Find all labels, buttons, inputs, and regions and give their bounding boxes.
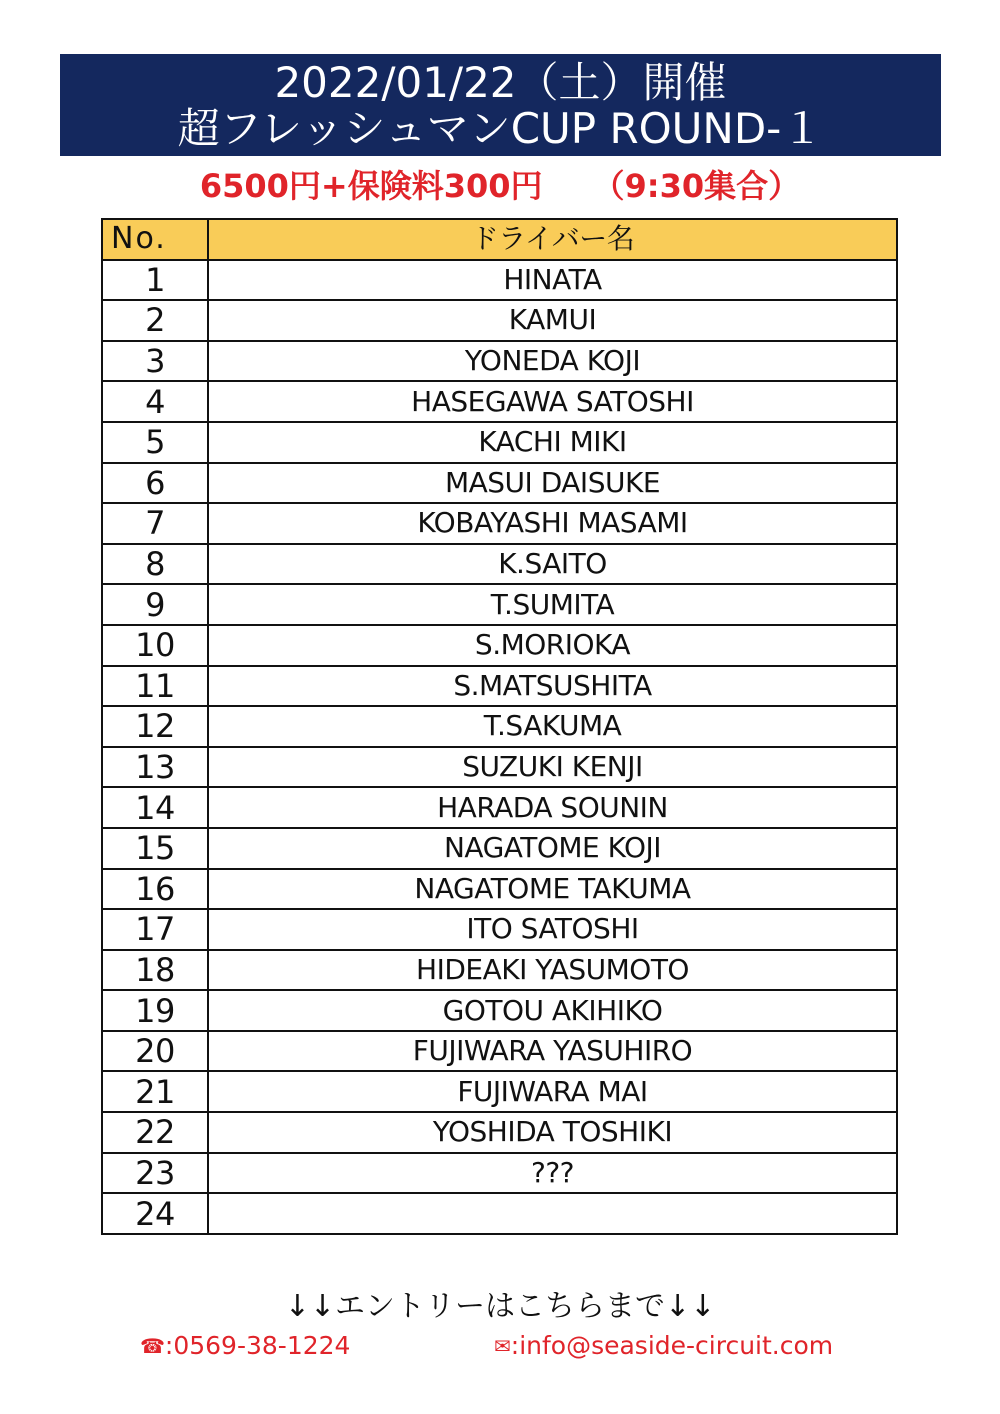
driver-name: YOSHIDA TOSHIKI <box>208 1112 897 1153</box>
email-address[interactable]: :info@seaside-circuit.com <box>510 1331 834 1360</box>
row-number: 5 <box>102 422 208 463</box>
table-row <box>102 422 897 463</box>
phone-number[interactable]: :0569-38-1224 <box>164 1331 351 1360</box>
email-contact[interactable] <box>494 1330 833 1362</box>
table-row <box>102 1193 897 1234</box>
table-row <box>102 584 897 625</box>
row-number: 6 <box>102 463 208 504</box>
driver-name: KOBAYASHI MASAMI <box>208 503 897 544</box>
table-row <box>102 1112 897 1153</box>
driver-name: T.SUMITA <box>208 584 897 625</box>
entry-note: ↓↓エントリーはこちらまで↓↓ <box>284 1289 716 1324</box>
row-number: 13 <box>102 747 208 788</box>
mail-icon: ✉ <box>494 1334 511 1358</box>
row-number: 11 <box>102 666 208 707</box>
phone-contact[interactable] <box>140 1330 350 1362</box>
row-number: 16 <box>102 869 208 910</box>
column-header-driver: ドライバー名 <box>208 219 897 260</box>
driver-name: NAGATOME TAKUMA <box>208 869 897 910</box>
row-number: 9 <box>102 584 208 625</box>
table-row <box>102 747 897 788</box>
driver-name: S.MATSUSHITA <box>208 666 897 707</box>
table-row <box>102 1031 897 1072</box>
table-row <box>102 381 897 422</box>
row-number: 8 <box>102 544 208 585</box>
row-number: 1 <box>102 260 208 301</box>
table-row <box>102 706 897 747</box>
row-number: 22 <box>102 1112 208 1153</box>
row-number: 21 <box>102 1071 208 1112</box>
driver-name: NAGATOME KOJI <box>208 828 897 869</box>
table-row <box>102 787 897 828</box>
column-header-no: No. <box>102 219 208 260</box>
event-header <box>60 54 941 156</box>
table-row <box>102 300 897 341</box>
meeting-time: （9:30集合） <box>592 167 801 205</box>
row-number: 3 <box>102 341 208 382</box>
row-number: 10 <box>102 625 208 666</box>
driver-name: FUJIWARA YASUHIRO <box>208 1031 897 1072</box>
driver-table-body <box>102 260 897 1234</box>
driver-name: HASEGAWA SATOSHI <box>208 381 897 422</box>
row-number: 24 <box>102 1193 208 1234</box>
table-row <box>102 990 897 1031</box>
driver-name: MASUI DAISUKE <box>208 463 897 504</box>
table-row <box>102 828 897 869</box>
row-number: 2 <box>102 300 208 341</box>
table-row <box>102 869 897 910</box>
row-number: 23 <box>102 1153 208 1194</box>
table-row <box>102 341 897 382</box>
phone-icon: ☎ <box>140 1334 165 1358</box>
driver-name: KAMUI <box>208 300 897 341</box>
driver-table <box>101 218 898 1235</box>
table-row <box>102 625 897 666</box>
driver-name: K.SAITO <box>208 544 897 585</box>
driver-name: T.SAKUMA <box>208 706 897 747</box>
table-row <box>102 950 897 991</box>
entry-fee: 6500円+保険料300円 <box>199 167 543 205</box>
table-row <box>102 909 897 950</box>
row-number: 7 <box>102 503 208 544</box>
table-row <box>102 260 897 301</box>
driver-name: S.MORIOKA <box>208 625 897 666</box>
table-row <box>102 1071 897 1112</box>
row-number: 18 <box>102 950 208 991</box>
driver-name: KACHI MIKI <box>208 422 897 463</box>
table-row <box>102 666 897 707</box>
driver-name: HARADA SOUNIN <box>208 787 897 828</box>
table-row <box>102 544 897 585</box>
driver-name <box>208 1193 897 1234</box>
driver-name: HIDEAKI YASUMOTO <box>208 950 897 991</box>
row-number: 15 <box>102 828 208 869</box>
entry-fee-line <box>0 166 1000 206</box>
driver-name: YONEDA KOJI <box>208 341 897 382</box>
table-row <box>102 463 897 504</box>
driver-name: GOTOU AKIHIKO <box>208 990 897 1031</box>
driver-name: SUZUKI KENJI <box>208 747 897 788</box>
row-number: 20 <box>102 1031 208 1072</box>
driver-name: FUJIWARA MAI <box>208 1071 897 1112</box>
driver-name: HINATA <box>208 260 897 301</box>
row-number: 4 <box>102 381 208 422</box>
table-row <box>102 1153 897 1194</box>
row-number: 19 <box>102 990 208 1031</box>
event-title: 超フレッシュマンCUP ROUND-１ <box>177 104 824 153</box>
table-header-row <box>102 219 897 260</box>
row-number: 12 <box>102 706 208 747</box>
event-date: 2022/01/22（土）開催 <box>274 58 727 107</box>
row-number: 17 <box>102 909 208 950</box>
row-number: 14 <box>102 787 208 828</box>
table-row <box>102 503 897 544</box>
driver-name: ??? <box>208 1153 897 1194</box>
driver-name: ITO SATOSHI <box>208 909 897 950</box>
